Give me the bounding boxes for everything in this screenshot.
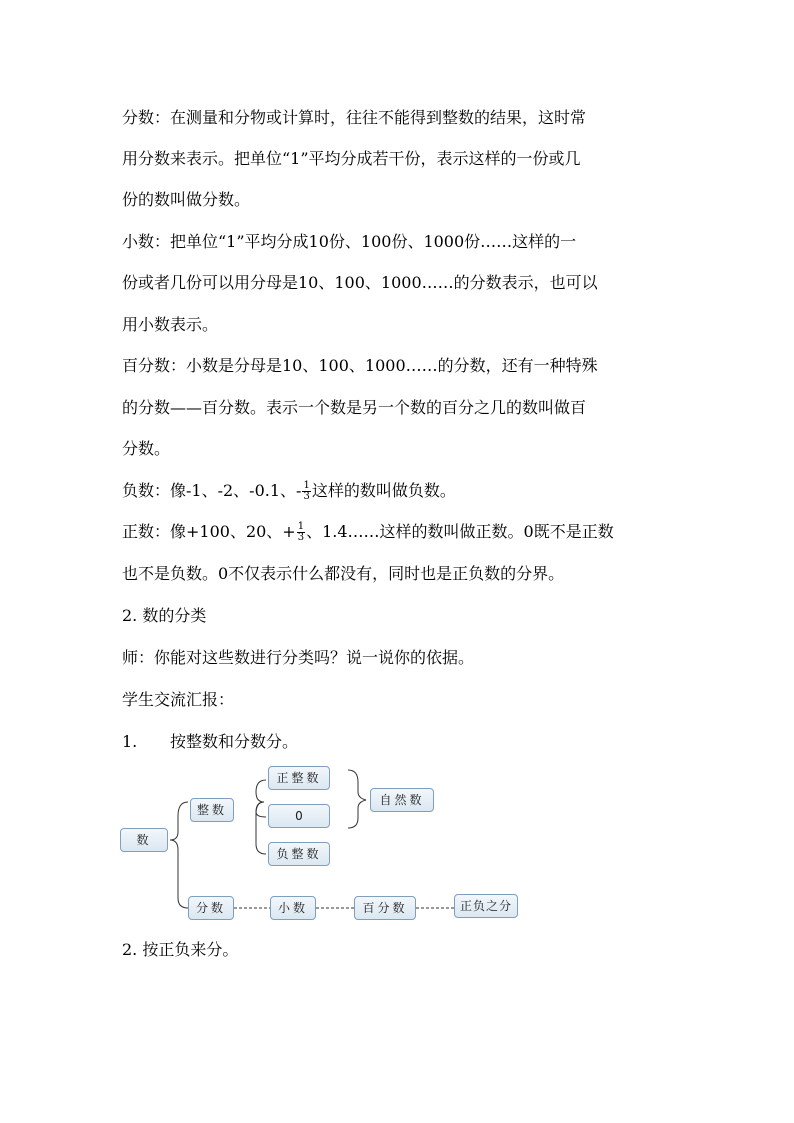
percent-definition-line-3: 分数。 <box>122 439 171 458</box>
zero-box: 0 <box>268 804 330 828</box>
fraction-box: 分数 <box>188 896 234 920</box>
decimal-box: 小数 <box>270 896 316 920</box>
root-to-integer-connector <box>170 802 188 840</box>
positive-text-pre: 正数：像+100、20、+ <box>122 522 296 541</box>
positive-text-post: 、1.4……这样的数叫做正数。0既不是正数 <box>306 522 614 541</box>
list-item-1-number: 1. <box>122 732 138 751</box>
percent-box: 百分数 <box>354 896 416 920</box>
fraction-definition-line-2: 用分数来表示。把单位“1”平均分成若干份，表示这样的一份或几 <box>122 149 581 168</box>
section-title: 2. 数的分类 <box>122 606 207 625</box>
one-third-fraction: $\frac{1}{3}$ <box>297 521 305 543</box>
one-third-fraction: $\frac{1}{3}$ <box>303 480 310 502</box>
integer-to-negative-connector <box>256 802 266 854</box>
decimal-definition-line-3: 用小数表示。 <box>122 315 219 334</box>
students-report: 学生交流汇报： <box>122 690 235 709</box>
list-item-1 <box>122 732 298 752</box>
list-item-1-text: 按整数和分数分。 <box>170 732 299 751</box>
positive-definition-line-1 <box>122 522 614 543</box>
decimal-definition-line-1: 小数：把单位“1”平均分成10份、100份、1000份……这样的一 <box>122 232 577 251</box>
number-classification-diagram <box>118 762 538 932</box>
integer-to-positive-connector <box>256 780 266 802</box>
list-item-2: 2. 按正负来分。 <box>122 940 239 959</box>
fraction-definition-line-3: 份的数叫做分数。 <box>122 190 251 209</box>
positive-definition-line-2: 也不是负数。0不仅表示什么都没有，同时也是正负数的分界。 <box>122 564 565 583</box>
negative-definition <box>122 481 456 502</box>
teacher-question: 师：你能对这些数进行分类吗？说一说你的依据。 <box>122 648 475 667</box>
natural-number-box: 自然数 <box>370 788 434 812</box>
root-to-fraction-connector <box>170 840 188 908</box>
pos-neg-box: 正负之分 <box>454 894 518 918</box>
positive-integer-box: 正整数 <box>268 766 330 790</box>
root-number-box: 数 <box>120 828 168 852</box>
fraction-definition-line-1: 分数：在测量和分物或计算时，往往不能得到整数的结果，这时常 <box>122 108 587 127</box>
negative-text-post: 这样的数叫做负数。 <box>311 481 456 500</box>
negative-integer-box: 负整数 <box>268 842 330 866</box>
decimal-definition-line-2: 份或者几份可以用分母是10、100、1000……的分数表示，也可以 <box>122 273 598 292</box>
natural-number-brace <box>348 770 366 828</box>
negative-text-pre: 负数：像-1、-2、-0.1、- <box>122 481 302 500</box>
percent-definition-line-1: 百分数：小数是分母是10、100、1000……的分数，还有一种特殊 <box>122 356 598 375</box>
percent-definition-line-2: 的分数——百分数。表示一个数是另一个数的百分之几的数叫做百 <box>122 398 587 417</box>
integer-to-zero-connector <box>256 802 266 817</box>
integer-box: 整数 <box>190 798 234 822</box>
